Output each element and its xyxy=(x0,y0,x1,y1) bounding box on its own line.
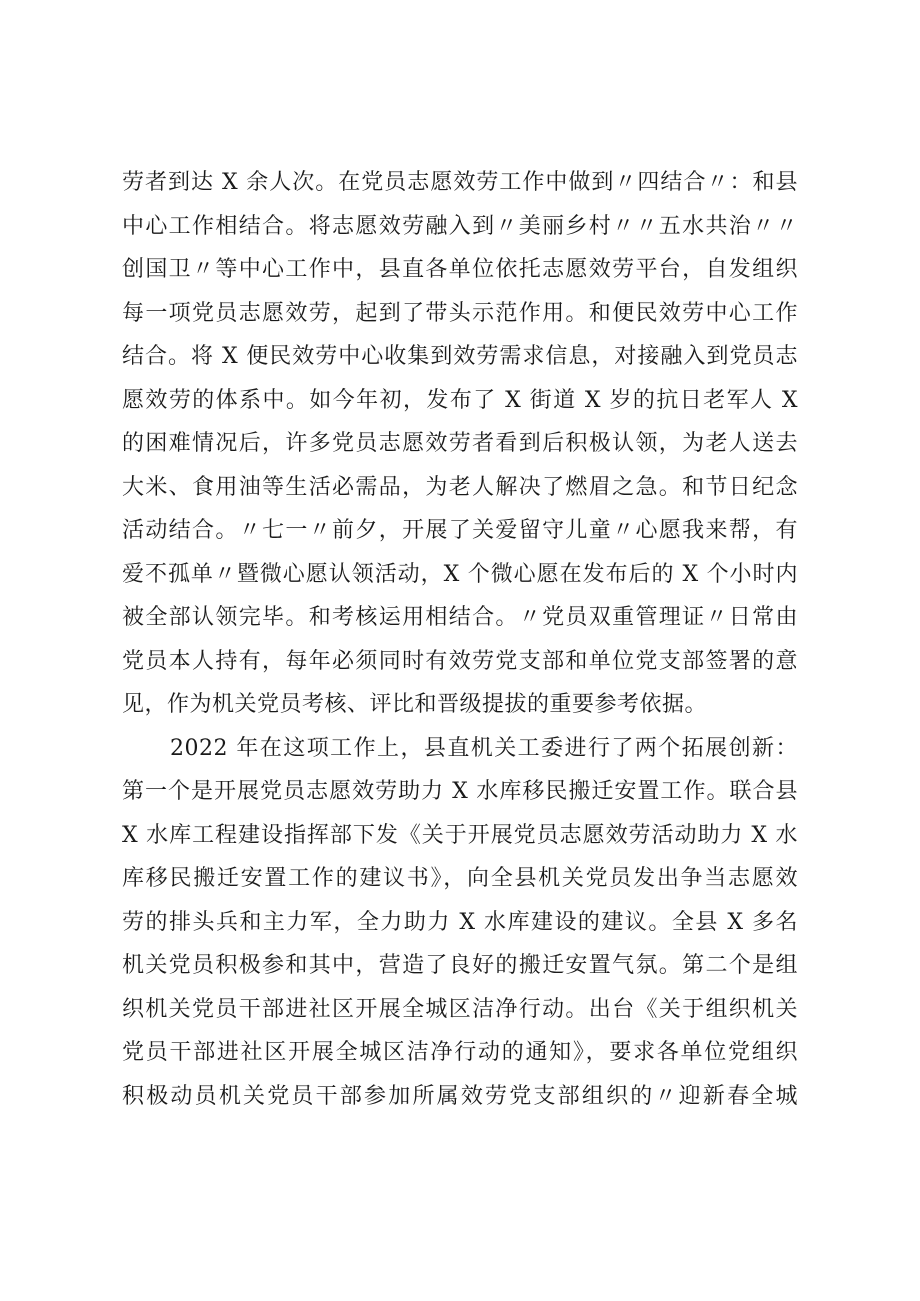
text-line: X 水库工程建设指挥部下发《关于开展党员志愿效劳活动助力 X 水 xyxy=(122,823,798,848)
text-line: 积极动员机关党员干部参加所属效劳党支部组织的〃迎新春全城 xyxy=(122,1084,798,1109)
text-line: 结合。将 X 便民效劳中心收集到效劳需求信息，对接融入到党员志 xyxy=(122,344,798,369)
text-line: 大米、食用油等生活必需品，为老人解决了燃眉之急。和节日纪念 xyxy=(122,475,798,500)
text-line: 第一个是开展党员志愿效劳助力 X 水库移民搬迁安置工作。联合县 xyxy=(122,779,798,804)
text-line: 党员干部进社区开展全城区洁净行动的通知》，要求各单位党组织 xyxy=(122,1040,798,1065)
text-line: 库移民搬迁安置工作的建议书》，向全县机关党员发出争当志愿效 xyxy=(122,866,798,891)
text-line: 党员本人持有，每年必须同时有效劳党支部和单位党支部签署的意 xyxy=(122,649,798,674)
text-line: 2022 年在这项工作上，县直机关工委进行了两个拓展创新： xyxy=(170,736,798,761)
text-line: 每一项党员志愿效劳，起到了带头示范作用。和便民效劳中心工作 xyxy=(122,301,798,326)
text-line: 中心工作相结合。将志愿效劳融入到〃美丽乡村〃〃五水共治〃〃 xyxy=(122,214,798,239)
text-line: 创国卫〃等中心工作中，县直各单位依托志愿效劳平台，自发组织 xyxy=(122,257,798,282)
text-line: 劳的排头兵和主力军，全力助力 X 水库建设的建议。全县 X 多名 xyxy=(122,910,798,935)
text-line: 被全部认领完毕。和考核运用相结合。〃党员双重管理证〃日常由 xyxy=(122,605,798,630)
text-line: 愿效劳的体系中。如今年初，发布了 X 街道 X 岁的抗日老军人 X xyxy=(122,388,798,413)
text-line: 的困难情况后，许多党员志愿效劳者看到后积极认领，为老人送去 xyxy=(122,431,798,456)
text-line: 活动结合。〃七一〃前夕，开展了关爱留守儿童〃心愿我来帮，有 xyxy=(122,518,798,543)
text-line: 爱不孤单〃暨微心愿认领活动，X 个微心愿在发布后的 X 个小时内 xyxy=(122,562,798,587)
text-line: 织机关党员干部进社区开展全城区洁净行动。出台《关于组织机关 xyxy=(122,997,798,1022)
text-line: 见，作为机关党员考核、评比和晋级提拔的重要参考依据。 xyxy=(122,692,708,717)
text-line: 劳者到达 X 余人次。在党员志愿效劳工作中做到〃四结合〃：和县 xyxy=(122,170,798,195)
text-line: 机关党员积极参和其中，营造了良好的搬迁安置气氛。第二个是组 xyxy=(122,953,798,978)
